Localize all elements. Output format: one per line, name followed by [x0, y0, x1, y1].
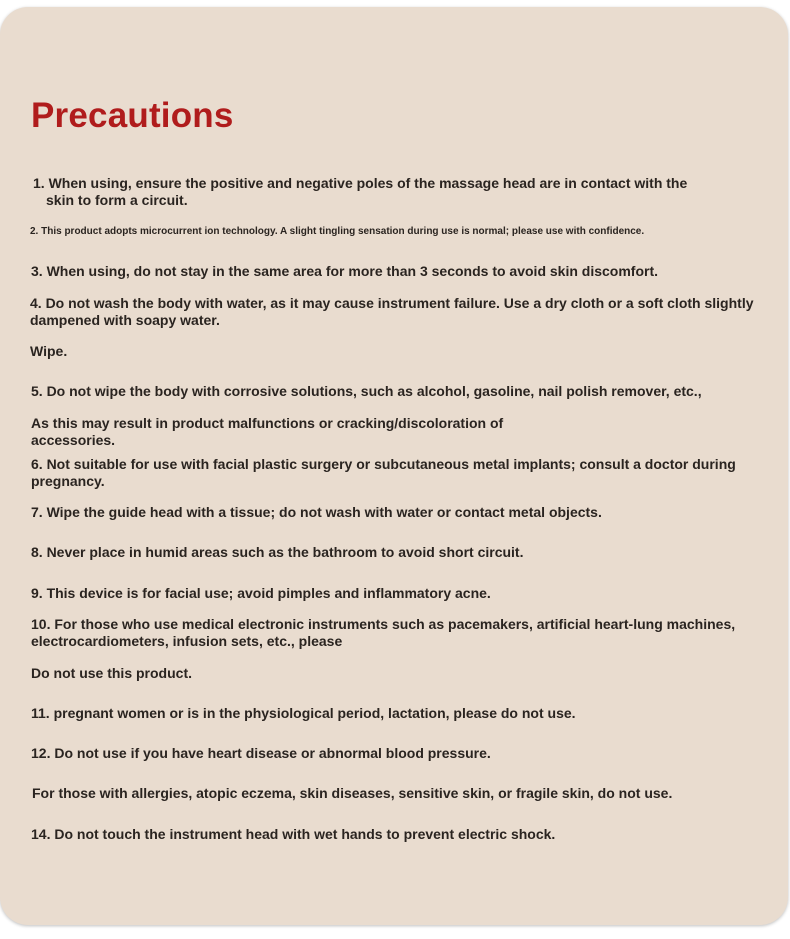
page-title: Precautions: [31, 96, 234, 135]
precaution-line-5c: accessories.: [31, 432, 116, 448]
precaution-line-1b: skin to form a circuit.: [46, 192, 188, 208]
precaution-line-14: 14. Do not touch the instrument head with wet hands to prevent electric shock.: [31, 826, 556, 842]
precaution-line-6a: 6. Not suitable for use with facial plastic surgery or subcutaneous metal implants; consult a doctor during: [31, 456, 736, 472]
precaution-line-11: 11. pregnant women or is in the physiological period, lactation, please do not use.: [31, 705, 576, 721]
precaution-line-6b: pregnancy.: [31, 473, 105, 489]
precaution-line-4c: Wipe.: [30, 343, 68, 359]
precaution-line-5a: 5. Do not wipe the body with corrosive solutions, such as alcohol, gasoline, nail polish remover, etc.,: [31, 383, 702, 399]
precaution-line-1a: 1. When using, ensure the positive and negative poles of the massage head are in contact with the: [33, 175, 688, 191]
precaution-line-8: 8. Never place in humid areas such as the bathroom to avoid short circuit.: [31, 544, 524, 560]
precaution-line-4b: dampened with soapy water.: [30, 312, 220, 328]
precaution-line-3: 3. When using, do not stay in the same area for more than 3 seconds to avoid skin discomfort.: [31, 263, 659, 279]
precaution-line-10b: electrocardiometers, infusion sets, etc., please: [31, 633, 343, 649]
precaution-line-7: 7. Wipe the guide head with a tissue; do not wash with water or contact metal objects.: [31, 504, 602, 520]
precaution-line-12: 12. Do not use if you have heart disease or abnormal blood pressure.: [31, 745, 491, 761]
precaution-line-10c: Do not use this product.: [31, 665, 192, 681]
precaution-line-9: 9. This device is for facial use; avoid pimples and inflammatory acne.: [31, 585, 491, 601]
precaution-line-2: 2. This product adopts microcurrent ion technology. A slight tingling sensation during use is normal; please use with confidence.: [30, 226, 645, 237]
precaution-line-10a: 10. For those who use medical electronic instruments such as pacemakers, artificial heart-lung machines,: [31, 616, 736, 632]
precaution-line-5b: As this may result in product malfunctions or cracking/discoloration of: [31, 415, 504, 431]
precaution-line-13: For those with allergies, atopic eczema, skin diseases, sensitive skin, or fragile skin, do not use.: [32, 785, 673, 801]
precaution-line-4a: 4. Do not wash the body with water, as it may cause instrument failure. Use a dry cloth or a soft cloth slightly: [30, 295, 754, 311]
